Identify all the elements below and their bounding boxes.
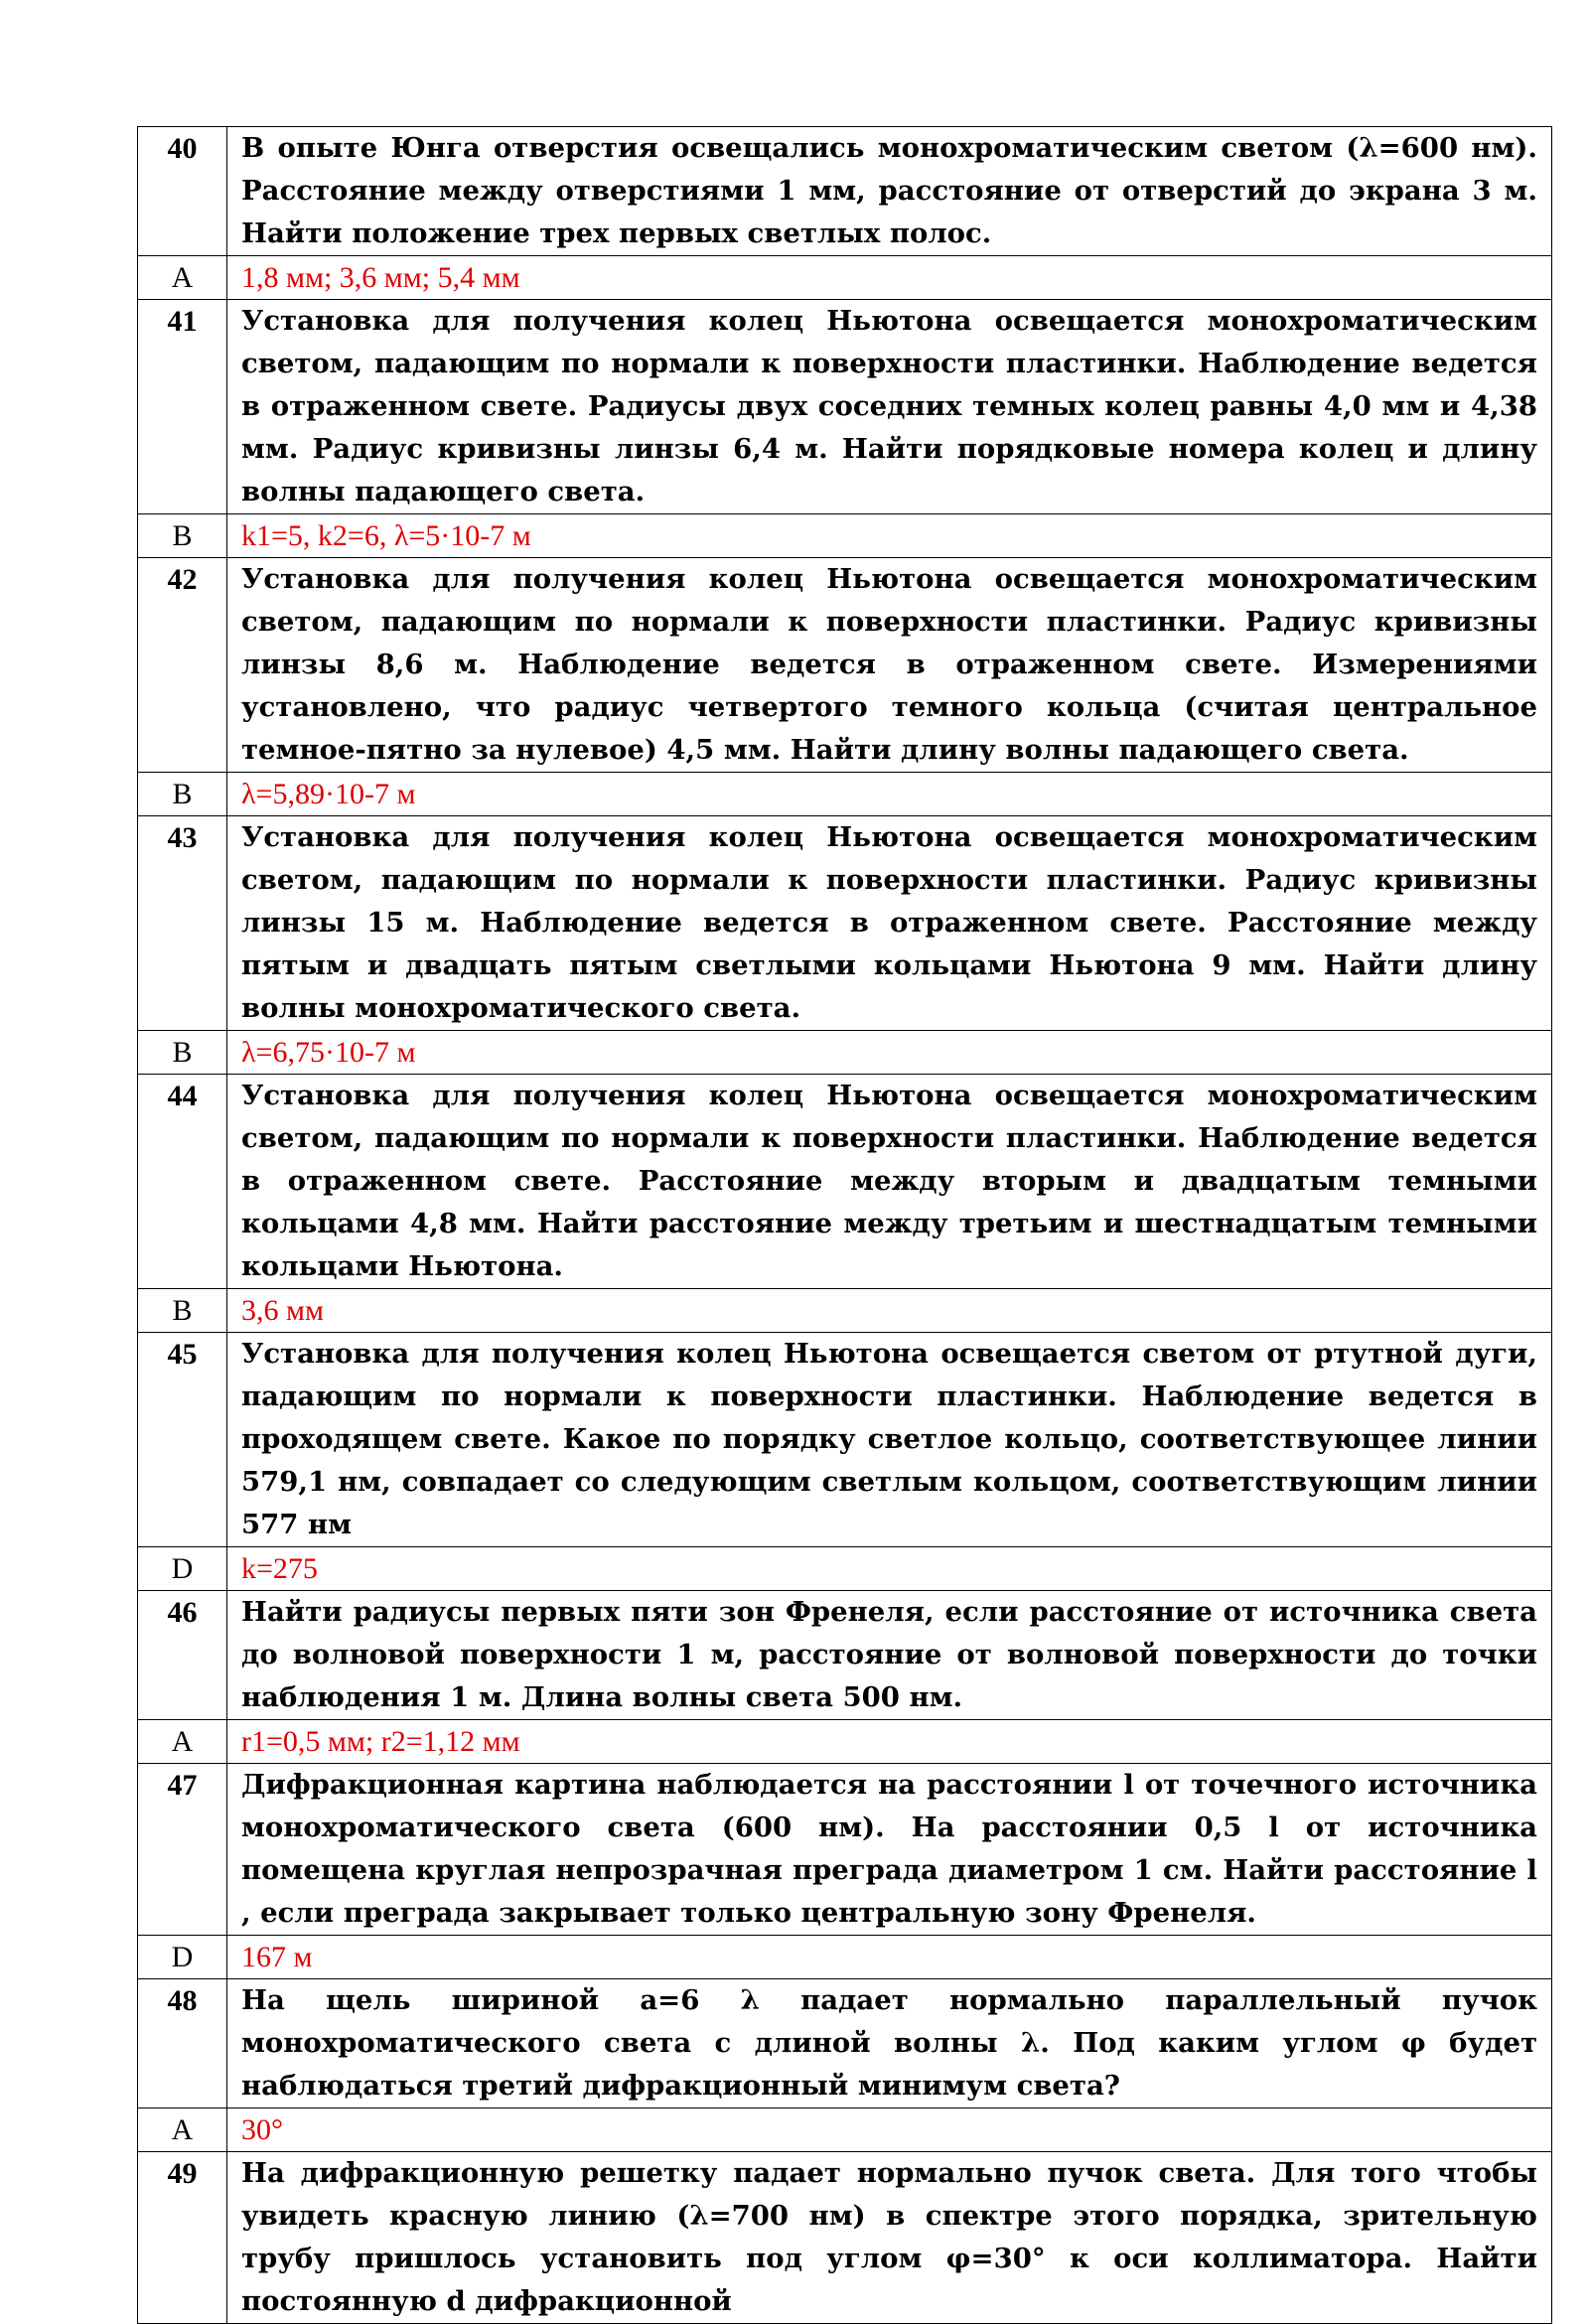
question-row [138,300,1552,514]
answer-text: k=275 [227,1547,1552,1591]
answer-text: 1,8 мм; 3,6 мм; 5,4 мм [227,256,1552,300]
answer-text: 167 м [227,1936,1552,1979]
answer-text: k1=5, k2=6, λ=5·10-7 м [227,514,1552,558]
question-number: 45 [138,1333,227,1547]
answer-row [138,1289,1552,1333]
answer-letter: B [138,1031,227,1075]
question-text: Дифракционная картина наблюдается на расстоянии l от точечного источника монохроматического света (600 нм). На расстоянии 0,5 l от источника помещена круглая непрозрачная преграда диаметром 1 см. Найти расстояние l , если преграда закрывает только центральную зону Френеля. [227,1764,1552,1936]
question-text: Установка для получения колец Ньютона освещается монохроматическим светом, падающим по нормали к поверхности пластинки. Наблюдение ведется в отраженном свете. Радиусы двух соседних темных колец равны 4,0 мм и 4,38 мм. Радиус кривизны линзы 6,4 м. Найти порядковые номера колец и длину волны падающего света. [227,300,1552,514]
answer-row [138,256,1552,300]
answer-letter: A [138,2108,227,2152]
answer-row [138,1720,1552,1764]
question-number: 43 [138,816,227,1031]
answer-letter: B [138,514,227,558]
answer-text: 3,6 мм [227,1289,1552,1333]
question-number: 46 [138,1591,227,1720]
question-text: На щель шириной a=6 λ падает нормально параллельный пучок монохроматического света с длиной волны λ. Под каким углом φ будет наблюдаться третий дифракционный минимум света? [227,1979,1552,2108]
question-text: Найти радиусы первых пяти зон Френеля, если расстояние от источника света до волновой поверхности 1 м, расстояние от волновой поверхности до точки наблюдения 1 м. Длина волны света 500 нм. [227,1591,1552,1720]
question-number: 40 [138,127,227,256]
question-row [138,1979,1552,2108]
problems-table [137,126,1552,2324]
answer-letter: D [138,1936,227,1979]
question-text: На дифракционную решетку падает нормально пучок света. Для того чтобы увидеть красную линию (λ=700 нм) в спектре этого порядка, зрительную трубу пришлось установить под углом φ=30° к оси коллиматора. Найти постоянную d дифракционной [227,2152,1552,2324]
question-number: 42 [138,558,227,773]
answer-row [138,514,1552,558]
question-row [138,558,1552,773]
answer-row [138,1547,1552,1591]
question-number: 47 [138,1764,227,1936]
answer-row [138,773,1552,816]
question-number: 48 [138,1979,227,2108]
question-row [138,127,1552,256]
question-number: 44 [138,1075,227,1289]
answer-text: λ=5,89·10-7 м [227,773,1552,816]
answer-letter: A [138,1720,227,1764]
answer-row [138,2108,1552,2152]
question-number: 41 [138,300,227,514]
question-row [138,816,1552,1031]
question-number: 49 [138,2152,227,2324]
answer-letter: D [138,1547,227,1591]
question-row [138,2152,1552,2324]
answer-letter: A [138,256,227,300]
answer-letter: B [138,773,227,816]
answer-text: 30° [227,2108,1552,2152]
question-row [138,1333,1552,1547]
question-text: Установка для получения колец Ньютона освещается монохроматическим светом, падающим по нормали к поверхности пластинки. Радиус кривизны линзы 15 м. Наблюдение ведется в отраженном свете. Расстояние между пятым и двадцать пятым светлыми кольцами Ньютона 9 мм. Найти длину волны монохроматического света. [227,816,1552,1031]
question-text: В опыте Юнга отверстия освещались монохроматическим светом (λ=600 нм). Расстояние между отверстиями 1 мм, расстояние от отверстий до экрана 3 м. Найти положение трех первых светлых полос. [227,127,1552,256]
answer-text: r1=0,5 мм; r2=1,12 мм [227,1720,1552,1764]
question-text: Установка для получения колец Ньютона освещается светом от ртутной дуги, падающим по нормали к поверхности пластинки. Наблюдение ведется в проходящем свете. Какое по порядку светлое кольцо, соответствующее линии 579,1 нм, совпадает со следующим светлым кольцом, соответствующим линии 577 нм [227,1333,1552,1547]
question-text: Установка для получения колец Ньютона освещается монохроматическим светом, падающим по нормали к поверхности пластинки. Наблюдение ведется в отраженном свете. Расстояние между вторым и двадцатым темными кольцами 4,8 мм. Найти расстояние между третьим и шестнадцатым темными кольцами Ньютона. [227,1075,1552,1289]
answer-row [138,1936,1552,1979]
question-row [138,1075,1552,1289]
question-text: Установка для получения колец Ньютона освещается монохроматическим светом, падающим по нормали к поверхности пластинки. Радиус кривизны линзы 8,6 м. Наблюдение ведется в отраженном свете. Измерениями установлено, что радиус четвертого темного кольца (считая центральное темное-пятно за нулевое) 4,5 мм. Найти длину волны падающего света. [227,558,1552,773]
answer-letter: B [138,1289,227,1333]
answer-row [138,1031,1552,1075]
document-page [137,126,1551,2324]
question-row [138,1764,1552,1936]
answer-text: λ=6,75·10-7 м [227,1031,1552,1075]
question-row [138,1591,1552,1720]
